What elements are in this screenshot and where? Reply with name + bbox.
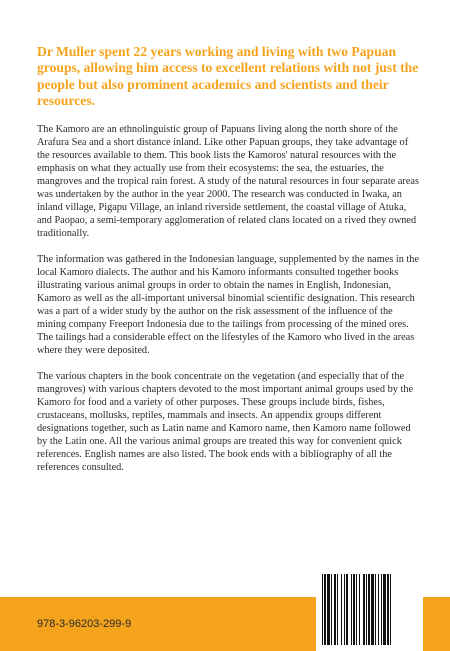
blurb-paragraph-2: The information was gathered in the Indonesian language, supplemented by the names in the local Kamoro dialects. The author and his Kamoro informants consulted together books illustrating various animal groups in order to obtain the names in English, Indonesian, Kamoro as well as the all-important universal binomial scientific designation. This research was a part of a wider study by the author on the risk assessment of the influence of the mining company Freeport Indonesia due to the tailings from processing of the mined ores. The tailings had a considerable effect on the lifestyles of the Kamoro who lived in the areas where they were deposited. bbox=[37, 254, 420, 357]
barcode-bar bbox=[359, 574, 360, 645]
barcode-bar bbox=[334, 574, 336, 645]
barcode-icon bbox=[316, 568, 423, 651]
isbn-number: 978-3-96203-299-9 bbox=[37, 618, 132, 630]
barcode-bar bbox=[337, 574, 338, 645]
blurb-text bbox=[37, 123, 423, 487]
barcode-bar bbox=[368, 574, 370, 645]
barcode-bar bbox=[363, 574, 365, 645]
barcode-bar bbox=[346, 574, 348, 645]
barcode-bar bbox=[387, 574, 389, 645]
barcode-bar bbox=[383, 574, 386, 645]
barcode-bar bbox=[322, 574, 323, 645]
barcode-bar bbox=[351, 574, 352, 645]
barcode-bar bbox=[353, 574, 355, 645]
blurb-paragraph-1: The Kamoro are an ethnolinguistic group of Papuans living along the north shore of the Arafura Sea and a short distance inland. Like other Papuan groups, they take advantage of the resources available to them. This book lists the Kamoros' natural resources with the emphasis on what they actually use from their ecosystems: the sea, the estuaries, the mangroves and the tropical rain forest. A study of the natural resources in four separate areas was undertaken by the author in the year 2000. The research was conducted in Iwaka, an inland village, Pigapu Village, an inland riverside settlement, the coastal village of Atuka, and Paopao, a semi-temporary agglomeration of related clans located on a rived they owned traditionally. bbox=[37, 124, 419, 240]
barcode bbox=[316, 568, 423, 651]
barcode-bar bbox=[375, 574, 376, 645]
barcode-bar bbox=[390, 574, 391, 645]
barcode-bar bbox=[378, 574, 379, 645]
barcode-bar bbox=[331, 574, 332, 645]
barcode-bar bbox=[344, 574, 345, 645]
barcode-bar bbox=[356, 574, 357, 645]
barcode-bar bbox=[381, 574, 382, 645]
barcode-bar bbox=[366, 574, 367, 645]
barcode-bar bbox=[324, 574, 326, 645]
barcode-bar bbox=[341, 574, 342, 645]
barcode-bar bbox=[371, 574, 374, 645]
lead-paragraph: Dr Muller spent 22 years working and living with two Papuan groups, allowing him access to excellent relations with not just the people but also prominent academics and scientists and their resources. bbox=[37, 44, 419, 108]
blurb-paragraph-3: The various chapters in the book concentrate on the vegetation (and especially that of the mangroves) with various chapters devoted to the most important animal groups used by the Kamoro for food and a variety of other purposes. These groups include birds, fishes, crustaceans, mollusks, reptiles, mammals and insects. An appendix groups different designations together, such as Latin name and Kamoro name, then Kamoro name followed by the Latin one. All the various animal groups are treated this way for convenient quick references. English names are also listed. The book ends with a bibliography of all the references consulted. bbox=[37, 370, 414, 474]
barcode-bar bbox=[327, 574, 330, 645]
